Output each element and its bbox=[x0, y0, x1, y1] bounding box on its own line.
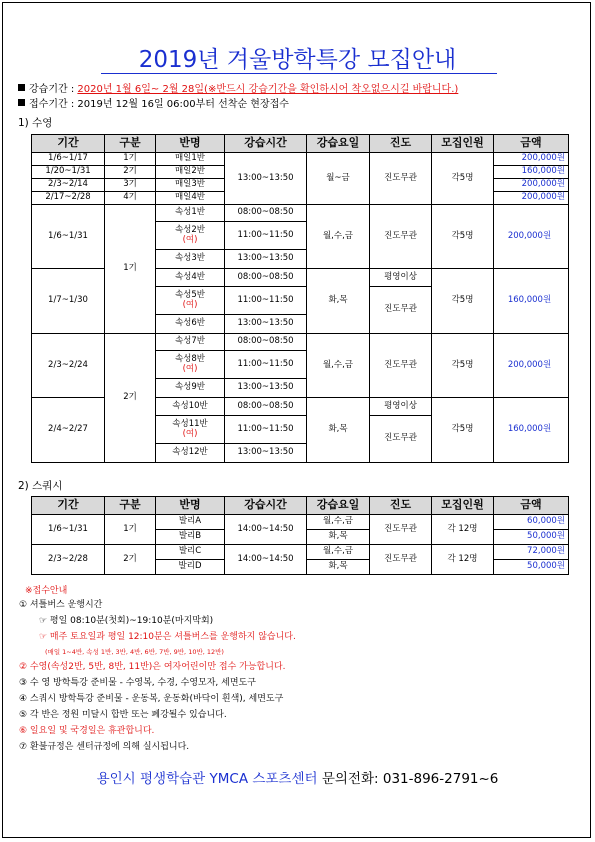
square-bullet-icon bbox=[18, 84, 25, 91]
period-cell: 2/3~2/14 bbox=[32, 179, 105, 192]
class-name: 속성8반 bbox=[174, 353, 206, 364]
note-holiday: ⑥ 일요일 및 국경일은 휴관합니다. bbox=[19, 726, 155, 736]
header-class: 반명 bbox=[156, 135, 225, 153]
amount-cell: 200,000원 bbox=[494, 153, 569, 166]
term-cell: 2기 bbox=[105, 545, 156, 575]
class-cell: 매일4반 bbox=[156, 192, 225, 205]
days-cell: 화,목 bbox=[307, 398, 370, 463]
class-cell: 발리C bbox=[156, 545, 225, 560]
amount-cell: 50,000원 bbox=[494, 560, 569, 575]
time-cell: 08:00~08:50 bbox=[225, 269, 307, 287]
note-shuttle-classes: (매일 1~4반, 속성 1반, 3반, 4반, 6반, 7반, 9반, 10반, 12반) bbox=[45, 648, 224, 656]
female-only-label: (여) bbox=[182, 234, 198, 245]
swim-section-label: 1) 수영 bbox=[18, 117, 53, 129]
period-value: 2020년 1월 6일~ 2월 28일(※반드시 강습기간을 확인하시어 착오없으시길 바랍니다.) bbox=[77, 84, 459, 95]
female-only-label: (여) bbox=[182, 299, 198, 310]
class-cell: 속성3반 bbox=[156, 250, 225, 269]
capacity-cell: 각 12명 bbox=[432, 515, 494, 545]
header-level: 진도 bbox=[370, 497, 432, 515]
class-cell bbox=[156, 222, 225, 250]
time-cell: 08:00~08:50 bbox=[225, 398, 307, 416]
class-cell: 매일2반 bbox=[156, 166, 225, 179]
female-only-label: (여) bbox=[182, 428, 198, 439]
class-cell: 속성9반 bbox=[156, 379, 225, 398]
header-time: 강습시간 bbox=[225, 497, 307, 515]
table-row bbox=[32, 153, 569, 166]
header-capacity: 모집인원 bbox=[432, 135, 494, 153]
amount-cell: 200,000원 bbox=[494, 334, 569, 398]
table-row bbox=[32, 545, 569, 560]
period-cell: 1/6~1/31 bbox=[32, 205, 105, 269]
reception-line bbox=[18, 95, 289, 110]
term-cell: 2기 bbox=[105, 334, 156, 463]
days-cell: 월,수,금 bbox=[307, 515, 370, 530]
square-bullet-icon bbox=[18, 99, 25, 106]
level-cell: 진도무관 bbox=[370, 334, 432, 398]
amount-cell: 200,000원 bbox=[494, 192, 569, 205]
capacity-cell: 각 12명 bbox=[432, 545, 494, 575]
class-cell: 속성10반 bbox=[156, 398, 225, 416]
period-cell: 2/3~2/24 bbox=[32, 334, 105, 398]
footer-contact: 문의전화: 031-896-2791~6 bbox=[321, 771, 499, 787]
note-swim-supplies: ③ 수 영 방학특강 준비물 - 수영복, 수경, 수영모자, 세면도구 bbox=[19, 678, 256, 688]
table-row bbox=[32, 515, 569, 530]
header-amount: 금액 bbox=[494, 135, 569, 153]
class-name: 속성2반 bbox=[174, 224, 206, 235]
period-cell: 1/6~1/31 bbox=[32, 515, 105, 545]
days-cell: 월,수,금 bbox=[307, 205, 370, 269]
level-cell: 평영이상 bbox=[370, 398, 432, 416]
footer-org: 용인시 평생학습관 YMCA 스포츠센터 bbox=[96, 771, 318, 787]
class-cell: 속성6반 bbox=[156, 315, 225, 334]
table-row bbox=[32, 205, 569, 222]
header-days: 강습요일 bbox=[307, 135, 370, 153]
amount-cell: 72,000원 bbox=[494, 545, 569, 560]
header-level: 진도 bbox=[370, 135, 432, 153]
note-female-only: ② 수영(속성2반, 5반, 8반, 11반)은 여자어린이만 접수 가능합니다. bbox=[19, 662, 286, 672]
reception-label: 접수기간 : bbox=[29, 99, 75, 110]
note-class-merge: ⑤ 각 반은 정원 미달시 합반 또는 폐강될수 있습니다. bbox=[19, 710, 227, 720]
time-cell: 13:00~13:50 bbox=[225, 444, 307, 463]
class-cell: 매일1반 bbox=[156, 153, 225, 166]
title-underline bbox=[101, 73, 497, 74]
level-cell: 진도무관 bbox=[370, 545, 432, 575]
amount-cell: 60,000원 bbox=[494, 515, 569, 530]
time-cell: 11:00~11:50 bbox=[225, 351, 307, 379]
level-cell: 진도무관 bbox=[370, 153, 432, 205]
note-refund: ⑦ 환불규정은 센터규정에 의해 실시됩니다. bbox=[19, 742, 190, 752]
time-cell: 11:00~11:50 bbox=[225, 416, 307, 444]
amount-cell: 160,000원 bbox=[494, 166, 569, 179]
squash-table bbox=[31, 496, 569, 575]
level-cell: 진도무관 bbox=[370, 515, 432, 545]
class-cell: 발리D bbox=[156, 560, 225, 575]
term-cell: 2기 bbox=[105, 166, 156, 179]
page-title: 2019년 겨울방학특강 모집안내 bbox=[138, 47, 457, 73]
term-cell: 4기 bbox=[105, 192, 156, 205]
swim-header-row bbox=[32, 135, 569, 153]
header-class: 반명 bbox=[156, 497, 225, 515]
days-cell: 월,수,금 bbox=[307, 334, 370, 398]
time-cell: 13:00~13:50 bbox=[225, 379, 307, 398]
header-days: 강습요일 bbox=[307, 497, 370, 515]
period-label: 강습기간 : bbox=[29, 84, 75, 95]
header-period: 기간 bbox=[32, 497, 105, 515]
term-cell: 1기 bbox=[105, 153, 156, 166]
level-cell: 평영이상 bbox=[370, 269, 432, 287]
level-cell: 진도무관 bbox=[370, 416, 432, 463]
capacity-cell: 각5명 bbox=[432, 205, 494, 269]
class-cell bbox=[156, 287, 225, 315]
class-cell: 매일3반 bbox=[156, 179, 225, 192]
table-row bbox=[32, 334, 569, 351]
class-name: 속성5반 bbox=[174, 289, 206, 300]
swim-table bbox=[31, 134, 569, 463]
amount-cell: 50,000원 bbox=[494, 530, 569, 545]
amount-cell: 200,000원 bbox=[494, 179, 569, 192]
page-frame bbox=[2, 2, 591, 838]
class-cell: 속성4반 bbox=[156, 269, 225, 287]
capacity-cell: 각5명 bbox=[432, 153, 494, 205]
class-cell: 발리B bbox=[156, 530, 225, 545]
class-cell bbox=[156, 351, 225, 379]
period-line bbox=[18, 80, 458, 95]
class-name: 속성11반 bbox=[172, 418, 208, 429]
period-cell: 2/3~2/28 bbox=[32, 545, 105, 575]
period-cell: 1/7~1/30 bbox=[32, 269, 105, 334]
header-type: 구분 bbox=[105, 135, 156, 153]
note-squash-supplies: ④ 스쿼시 방학특강 준비물 - 운동복, 운동화(바닥이 흰색), 세면도구 bbox=[19, 694, 284, 704]
class-cell: 속성7반 bbox=[156, 334, 225, 351]
period-cell: 1/20~1/31 bbox=[32, 166, 105, 179]
class-cell: 발리A bbox=[156, 515, 225, 530]
amount-cell: 160,000원 bbox=[494, 269, 569, 334]
level-cell: 진도무관 bbox=[370, 287, 432, 334]
notes-header: ※접수안내 bbox=[25, 586, 68, 596]
term-cell: 3기 bbox=[105, 179, 156, 192]
header-period: 기간 bbox=[32, 135, 105, 153]
time-cell: 13:00~13:50 bbox=[225, 153, 307, 205]
period-cell: 2/4~2/27 bbox=[32, 398, 105, 463]
note-shuttle-time: ☞ 평일 08:10분(첫회)~19:10분(마지막회) bbox=[39, 616, 214, 626]
level-cell: 진도무관 bbox=[370, 205, 432, 269]
time-cell: 14:00~14:50 bbox=[225, 515, 307, 545]
days-cell: 화,목 bbox=[307, 269, 370, 334]
female-only-label: (여) bbox=[182, 363, 198, 374]
time-cell: 14:00~14:50 bbox=[225, 545, 307, 575]
class-cell: 속성1반 bbox=[156, 205, 225, 222]
period-cell: 2/17~2/28 bbox=[32, 192, 105, 205]
days-cell: 화,목 bbox=[307, 560, 370, 575]
time-cell: 08:00~08:50 bbox=[225, 334, 307, 351]
note-shuttle: ① 셔틀버스 운행시간 bbox=[19, 600, 103, 610]
time-cell: 13:00~13:50 bbox=[225, 315, 307, 334]
class-cell: 속성12반 bbox=[156, 444, 225, 463]
header-time: 강습시간 bbox=[225, 135, 307, 153]
reception-value: 2019년 12월 16일 06:00부터 선착순 현장접수 bbox=[77, 99, 289, 110]
footer bbox=[3, 767, 592, 787]
squash-header-row bbox=[32, 497, 569, 515]
time-cell: 11:00~11:50 bbox=[225, 287, 307, 315]
capacity-cell: 각5명 bbox=[432, 334, 494, 398]
time-cell: 08:00~08:50 bbox=[225, 205, 307, 222]
period-cell: 1/6~1/17 bbox=[32, 153, 105, 166]
header-amount: 금액 bbox=[494, 497, 569, 515]
term-cell: 1기 bbox=[105, 515, 156, 545]
time-cell: 13:00~13:50 bbox=[225, 250, 307, 269]
term-cell: 1기 bbox=[105, 205, 156, 334]
note-shuttle-exception: ☞ 매주 토요일과 평일 12:10분은 셔틀버스를 운행하지 않습니다. bbox=[39, 632, 296, 642]
amount-cell: 160,000원 bbox=[494, 398, 569, 463]
time-cell: 11:00~11:50 bbox=[225, 222, 307, 250]
days-cell: 화,목 bbox=[307, 530, 370, 545]
squash-section-label: 2) 스쿼시 bbox=[18, 480, 63, 492]
capacity-cell: 각5명 bbox=[432, 398, 494, 463]
amount-cell: 200,000원 bbox=[494, 205, 569, 269]
header-capacity: 모집인원 bbox=[432, 497, 494, 515]
header-type: 구분 bbox=[105, 497, 156, 515]
days-cell: 월,수,금 bbox=[307, 545, 370, 560]
days-cell: 월~금 bbox=[307, 153, 370, 205]
capacity-cell: 각5명 bbox=[432, 269, 494, 334]
class-cell bbox=[156, 416, 225, 444]
